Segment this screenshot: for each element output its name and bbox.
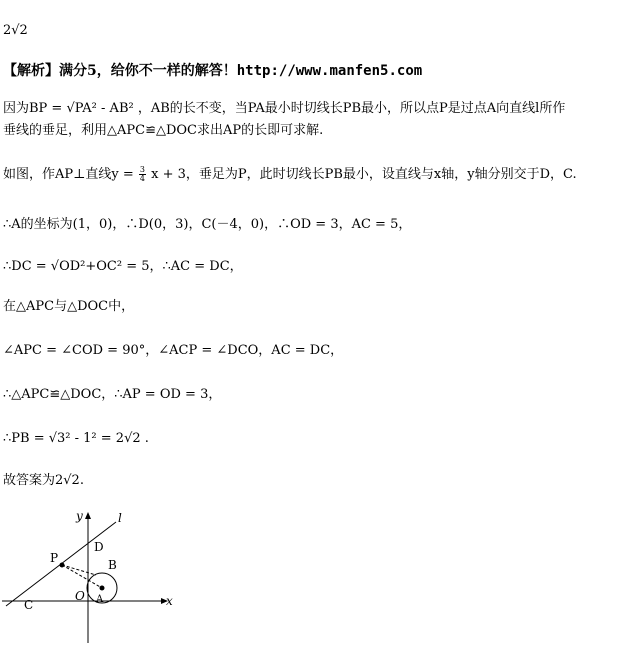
step-1-part-a: 如图，作AP⊥直线y =	[3, 167, 134, 182]
answer-line: 2√2	[3, 23, 28, 38]
slope-numerator: 3	[139, 165, 145, 174]
step-1-part-b: x + 3，垂足为P，此时切线长PB最小，设直线与x轴，y轴分别交于D，C.	[151, 167, 577, 182]
step-3: ∴DC = √OD²+OC² = 5，∴AC = DC，	[3, 259, 243, 274]
segment-pa	[62, 565, 102, 588]
label-a: A	[96, 594, 104, 605]
label-p: P	[50, 551, 59, 565]
slope-fraction	[139, 166, 146, 183]
geometry-figure	[0, 508, 190, 648]
step-4: 在△APC与△DOC中，	[3, 299, 135, 314]
step-8: 故答案为2√2.	[3, 473, 84, 488]
point-p	[60, 563, 65, 568]
analysis-line-1: 因为BP = √PA² - AB² ，AB的长不变，当PA最小时切线长PB最小，所以点P是过点A向直线l所作	[3, 101, 566, 116]
segment-pb	[62, 565, 96, 575]
point-a	[100, 586, 105, 591]
heading-bracket: 【解析】	[3, 63, 59, 79]
heading-url: http://www.manfen5.com	[236, 63, 423, 79]
heading-slogan: 满分5，给你不一样的解答！	[59, 63, 237, 79]
analysis-line-2: 垂线的垂足，利用△APC≌△DOC求出AP的长即可求解.	[3, 123, 324, 138]
step-5: ∠APC = ∠COD = 90°，∠ACP = ∠DCO，AC = DC，	[3, 343, 344, 358]
label-y: y	[76, 509, 83, 523]
slope-denominator: 4	[139, 174, 145, 183]
label-l: l	[118, 511, 122, 525]
step-2: ∴A的坐标为(1，0)，∴D(0，3)，C(－4，0)，∴OD = 3，AC = 5，	[3, 217, 412, 232]
solution-heading	[3, 62, 422, 80]
label-o: O	[75, 589, 85, 603]
y-axis-arrow	[85, 512, 91, 519]
label-b: B	[108, 558, 117, 572]
label-d: D	[94, 540, 104, 554]
step-7: ∴PB = √3² - 1² = 2√2 .	[3, 431, 149, 446]
step-1	[3, 166, 577, 184]
step-6: ∴△APC≌△DOC，∴AP = OD = 3，	[3, 387, 222, 402]
label-x: x	[166, 594, 173, 608]
label-c: C	[24, 598, 34, 612]
